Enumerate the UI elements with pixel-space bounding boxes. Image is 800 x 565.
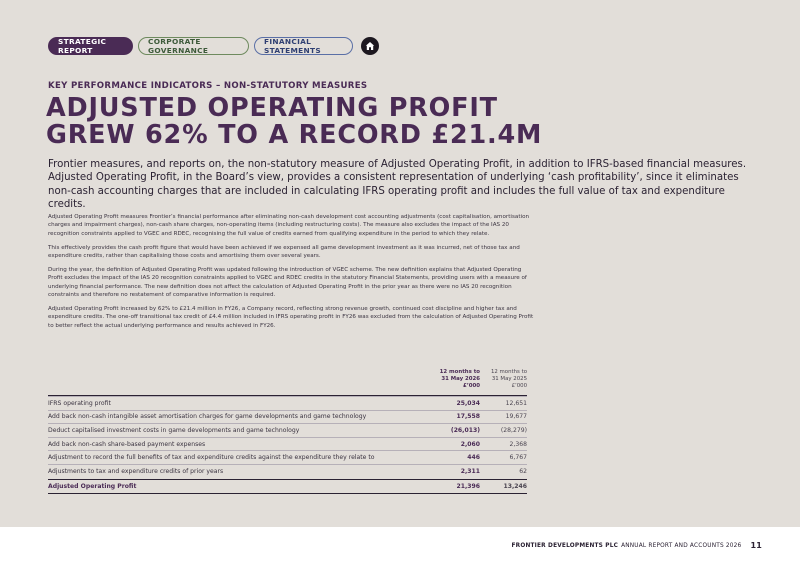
table-row: Add back non-cash intangible asset amortisation charges for game developments and game technology 17,558 19,677	[48, 410, 527, 424]
body-paragraph: Adjusted Operating Profit increased by 62% to £21.4 million in FY26, a Company record, reflecting strong revenue growth, continued cost discipline and higher tax and expenditure credits. The one-off transitional tax credit of £4.4 million included in IFRS operating profit in FY26 was excluded from the calculation of Adjusted Operating Profit to better reflect the actual underlying performance and results achieved in FY26.	[48, 305, 534, 329]
home-icon	[365, 41, 375, 51]
body-paragraph: Adjusted Operating Profit measures Frontier’s financial performance after eliminating non-cash development cost accounting adjustments (cost capitalisation, amortisation charges and impairment charges), non-cash share charges, non-operating items (including restructuring costs). The measure also excludes the impact of the IAS 20 recognition constraints applied to VGEC and RDEC, recognising the full value of credits earned from qualifying expenditure in the period to which they relate.	[48, 214, 530, 237]
footer-text	[512, 541, 763, 550]
page-footer	[0, 527, 800, 565]
body-paragraph: During the year, the definition of Adjusted Operating Profit was updated following the introduction of VGEC scheme. The new definition explains that Adjusted Operating Profit excludes the impact of the IAS 20 recognition constraints applied to VGEC and RDEC credits in the statutory Financial Statements, providing users with a measure of underlying financial performance. The new definition does not affect the calculation of Adjusted Operating Profit in the prior year as there were no IAS 20 recognition constraints and therefore no restatement of comparative information is required.	[48, 266, 527, 298]
page-number: 11	[750, 541, 762, 550]
reconciliation-table	[48, 369, 527, 494]
table-row: Add back non-cash share-based payment expenses 2,060 2,368	[48, 437, 527, 451]
footer-company: FRONTIER DEVELOPMENTS PLC	[511, 542, 619, 549]
tab-corporate-governance[interactable]: CORPORATE GOVERNANCE	[138, 37, 249, 55]
table-header	[48, 369, 527, 395]
footer-report: ANNUAL REPORT AND ACCOUNTS 2026	[621, 542, 742, 549]
table-row: Adjustments to tax and expenditure credits of prior years 2,311 62	[48, 464, 527, 478]
table-row: Adjustment to record the full benefits of tax and expenditure credits against the expenditure they relate to 446 6,767	[48, 450, 527, 464]
section-nav	[48, 37, 379, 55]
tab-strategic-report[interactable]: STRATEGIC REPORT	[48, 37, 133, 55]
tab-financial-statements[interactable]: FINANCIAL STATEMENTS	[254, 37, 353, 55]
table-row: IFRS operating profit 25,034 12,651	[48, 396, 527, 410]
lead-paragraph: Frontier measures, and reports on, the non-statutory measure of Adjusted Operating Profit, in addition to IFRS-based financial measures. Adjusted Operating Profit, in the Board’s view, provides a consistent representation of underlying ‘cash profitability’, since it eliminates non-cash accounting charges that are included in calculating IFRS operating profit and includes the full value of tax and expenditure credits.	[48, 159, 747, 210]
column-header-fy25: 12 months to 31 May 2025 £’000	[490, 369, 527, 389]
home-button[interactable]	[361, 37, 379, 55]
title-line-2: GREW 62% TO A RECORD £21.4M	[46, 120, 543, 150]
column-header-fy26: 12 months to 31 May 2026 £’000	[439, 369, 480, 389]
body-text	[48, 213, 534, 336]
page-title	[46, 95, 542, 149]
title-line-1: ADJUSTED OPERATING PROFIT	[46, 93, 498, 123]
table-row: Deduct capitalised investment costs in game developments and game technology (26,013) (28,279)	[48, 423, 527, 437]
table-total-row: Adjusted Operating Profit 21,396 13,246	[48, 479, 527, 494]
section-kicker: KEY PERFORMANCE INDICATORS – NON-STATUTORY MEASURES	[48, 81, 368, 91]
body-paragraph: This effectively provides the cash profit figure that would have been achieved if we expensed all game development investment as it was incurred, net of those tax and expenditure credits, rather than capitalising those costs and amortising them over several years.	[48, 244, 520, 259]
